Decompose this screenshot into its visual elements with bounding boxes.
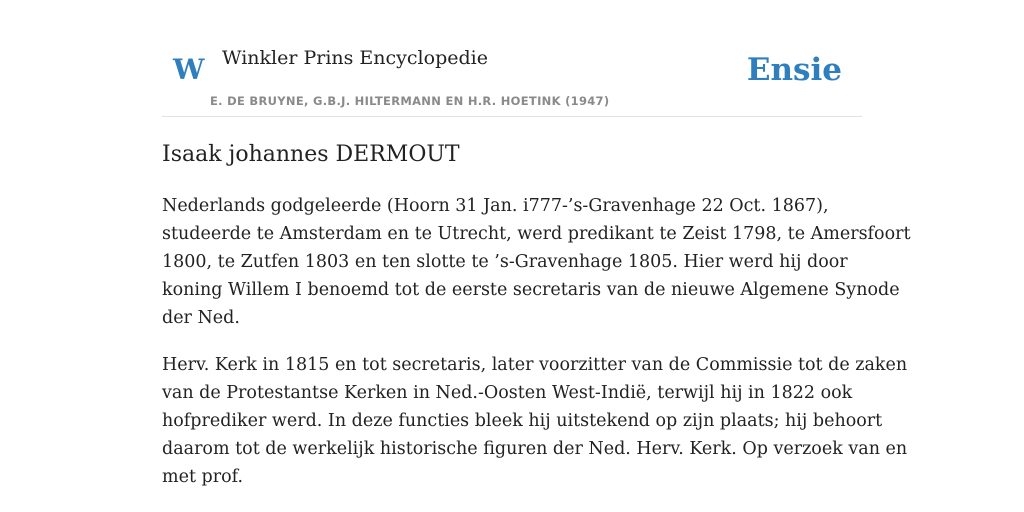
- paragraph-line: daarom tot de werkelijk historische figuren der Ned. Herv. Kerk. Op verzoek van en: [162, 439, 908, 459]
- ensie-logo[interactable]: Ensie: [746, 52, 842, 88]
- paragraph-line: met prof.: [162, 467, 244, 487]
- paragraph-line: Herv. Kerk in 1815 en tot secretaris, later voorzitter van de Commissie tot de zaken: [162, 355, 908, 375]
- article-body: [162, 192, 911, 510]
- site-header: [162, 40, 862, 117]
- paragraph-line: Nederlands godgeleerde (Hoorn 31 Jan. i777-’s-Gravenhage 22 Oct. 1867),: [162, 196, 829, 216]
- book-authors: E. DE BRUYNE, G.B.J. HILTERMANN EN H.R. HOETINK (1947): [210, 94, 610, 108]
- paragraph-line: 1800, te Zutfen 1803 en ten slotte te ’s-Gravenhage 1805. Hier werd hij door: [162, 252, 848, 272]
- article-paragraph-2: [162, 351, 908, 491]
- winkler-prins-logo[interactable]: W: [173, 53, 205, 86]
- paragraph-line: der Ned.: [162, 308, 240, 328]
- article-paragraph-1: [162, 192, 911, 332]
- paragraph-line: van de Protestantse Kerken in Ned.-Oosten West-Indië, terwijl hij in 1822 ook: [162, 383, 853, 403]
- paragraph-line: hofprediker werd. In deze functies bleek hij uitstekend op zijn plaats; hij behoort: [162, 411, 883, 431]
- paragraph-line: studeerde te Amsterdam en te Utrecht, werd predikant te Zeist 1798, te Amersfoort: [162, 224, 911, 244]
- article-title: Isaak johannes DERMOUT: [162, 142, 460, 167]
- paragraph-line: koning Willem I benoemd tot de eerste secretaris van de nieuwe Algemene Synode: [162, 280, 900, 300]
- book-title[interactable]: Winkler Prins Encyclopedie: [222, 47, 488, 69]
